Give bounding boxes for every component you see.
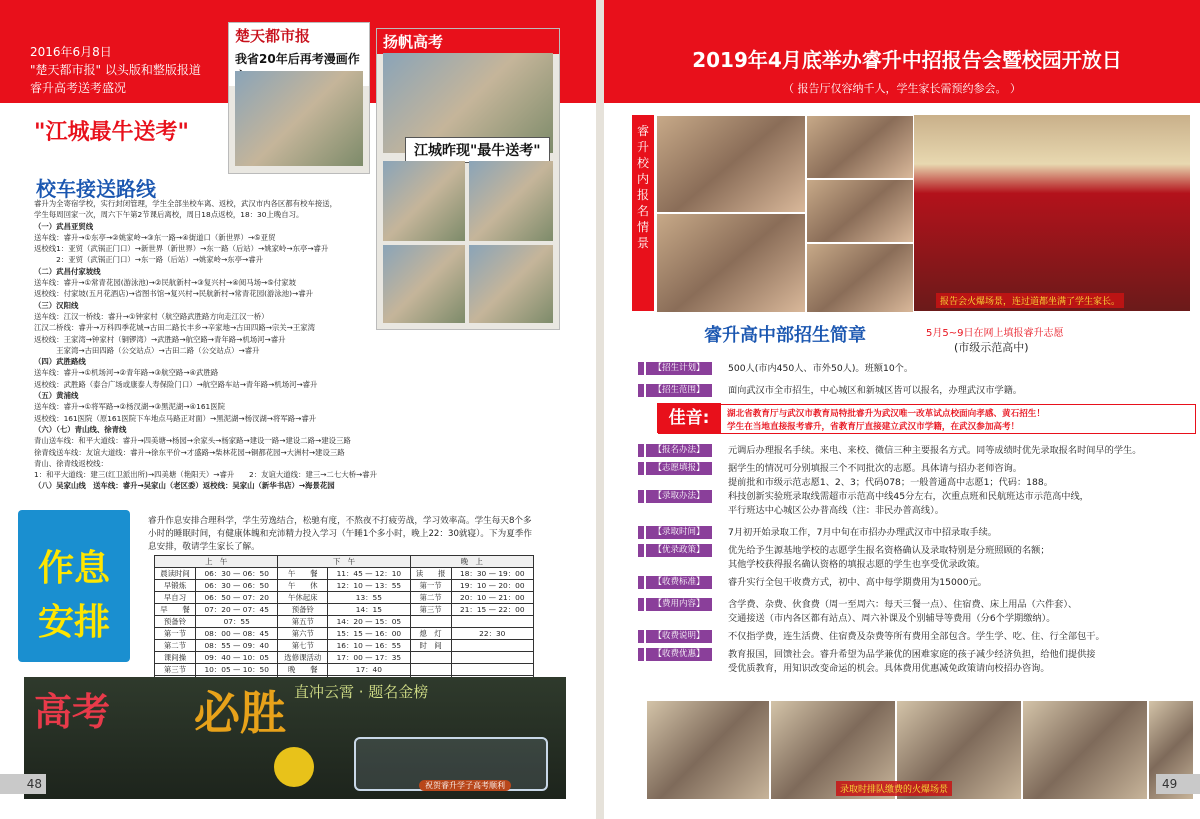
newspaper-masthead: 楚天都市报 bbox=[229, 23, 369, 48]
schedule-cell bbox=[451, 616, 533, 628]
route-line: 送车线：睿升→①将军路→②杨汊湖→③黑泥湖→④161医院 bbox=[34, 402, 226, 412]
schedule-cell: 16：10 — 16：55 bbox=[328, 640, 410, 652]
item-text bbox=[728, 544, 1188, 572]
schedule-cell bbox=[410, 652, 451, 664]
route-line: 学生每周回家一次，周六下午第2节课后离校，周日18点返校，18：30上晚自习。 bbox=[34, 210, 304, 220]
schedule-cell: 11：45 — 12：10 bbox=[328, 568, 410, 580]
schedule-badge-line2: 安排 bbox=[37, 602, 110, 643]
schedule-row bbox=[155, 568, 534, 580]
left-page bbox=[0, 0, 596, 819]
chalk-side-text: 直冲云霄 · 题名金榜 bbox=[294, 683, 429, 701]
side-label-text: 睿 升 校 内 报 名 情 景 bbox=[636, 124, 649, 250]
schedule-cell: 06：30 — 06：50 bbox=[196, 568, 278, 580]
schedule-cell: 预备铃 bbox=[155, 616, 196, 628]
route-line: 返校线：武胜路（泰合广场或康泰人寿保险门口）→航空路车站→青年路→机场河→睿升 bbox=[34, 379, 318, 389]
page-gutter bbox=[596, 0, 604, 819]
schedule-cell: 早锻炼 bbox=[155, 580, 196, 592]
route-line: 江汉二桥线：睿升→万科四季花城→古田二路长丰乡→辛家地→古田四路→宗关→王家湾 bbox=[34, 323, 316, 333]
schedule-badge bbox=[18, 510, 130, 662]
schedule-cell: 第二节 bbox=[410, 592, 451, 604]
item-text-line: 教育报国，回馈社会。睿升希望为品学兼优的困难家庭的孩子减少经济负担，给他们提供接 bbox=[728, 649, 1096, 660]
schedule-cell: 07：55 bbox=[196, 616, 278, 628]
item-text bbox=[728, 490, 1188, 518]
item-text: 500人(市内450人、市外50人)。班额10个。 bbox=[728, 363, 914, 374]
schedule-cell: 晚 餐 bbox=[278, 664, 328, 676]
payment-photo bbox=[646, 700, 770, 800]
side-label bbox=[632, 115, 654, 311]
schedule-cell: 17：40 bbox=[328, 664, 410, 676]
schedule-badge-line1: 作息 bbox=[37, 548, 110, 589]
route-line: 返校线1：亚贸（武锅正门口）→新世界（新世界）→东一路（后站）→姚家岭→东亭→睿升 bbox=[34, 244, 329, 254]
good-news-line1: 湖北省教育厅与武汉市教育局特批睿升为武汉唯一改革试点校面向孝感、黄石招生！ bbox=[727, 409, 1045, 419]
schedule-row bbox=[155, 628, 534, 640]
header-report: "楚天都市报" 以头版和整版报道 bbox=[30, 63, 201, 77]
schedule-cell: 晨读时间 bbox=[155, 568, 196, 580]
item-text-line: 交通接送（市内各区都有站点）、周六补课及个别辅导等费用（分6个学期缴纳）。 bbox=[728, 613, 1056, 624]
schedule-row bbox=[155, 592, 534, 604]
schedule-row bbox=[155, 616, 534, 628]
schedule-cell: 熄 灯 bbox=[410, 628, 451, 640]
schedule-cell: 06：30 — 06：50 bbox=[196, 580, 278, 592]
schedule-cell: 19：10 — 20：00 bbox=[451, 580, 533, 592]
schedule-cell: 21：15 — 22：00 bbox=[451, 604, 533, 616]
auditorium-caption: 报告会火爆场景，连过道都坐满了学生家长。 bbox=[936, 293, 1124, 308]
schedule-cell: 预备铃 bbox=[278, 604, 328, 616]
schedule-cell: 早自习 bbox=[155, 592, 196, 604]
item-text bbox=[728, 462, 1188, 490]
newspaper-headline: 我省20年后再考漫画作 bbox=[229, 48, 369, 86]
schedule-cell: 午休起床 bbox=[278, 592, 328, 604]
page-title: 2019年4月底举办睿升中招报告会暨校园开放日 bbox=[692, 48, 1122, 72]
item-label: 【录取时间】 bbox=[646, 526, 712, 539]
schedule-cell: 第一节 bbox=[155, 628, 196, 640]
schedule-cell: 15：15 — 16：00 bbox=[328, 628, 410, 640]
route-line: （二）武昌付家坡线 bbox=[34, 266, 101, 276]
route-line: （五）黄浦线 bbox=[34, 391, 79, 401]
chalk-text-bisheng: 必胜 bbox=[194, 686, 286, 740]
item-text-line: 元调后办理报名手续。来电、来校、微信三种主要报名方式。同等成绩时优先录取报名时间早的学生。 bbox=[728, 445, 1142, 456]
item-text-line: 不仅指学费，连生活费、住宿费及杂费等所有费用全部包含。学生学、吃、住、行全部包干。 bbox=[728, 631, 1105, 642]
registration-photo bbox=[806, 179, 914, 243]
registration-date-note: 5月5~9日在网上填报睿升志愿 bbox=[926, 328, 1064, 339]
schedule-cell: 午 餐 bbox=[278, 568, 328, 580]
page-number: 48 bbox=[0, 774, 46, 794]
schedule-cell bbox=[451, 640, 533, 652]
schedule-cell: 第五节 bbox=[278, 616, 328, 628]
newspaper-headline: 江城昨现"最牛送考" bbox=[405, 137, 550, 163]
item-text-line: 受优质教育，用知识改变命运的机会。具体费用优惠减免政策请向校招办咨询。 bbox=[728, 663, 1050, 674]
good-news-line2: 学生在当地直接报考睿升，省教育厅直接建立武汉市学籍，在武汉参加高考！ bbox=[727, 422, 1020, 432]
schedule-cell: 14：20 — 15：05 bbox=[328, 616, 410, 628]
page-number: 49 bbox=[1156, 774, 1200, 794]
auditorium-photo bbox=[914, 115, 1190, 311]
good-news-label: 佳音: bbox=[657, 403, 721, 433]
schedule-row bbox=[155, 652, 534, 664]
item-label: 【费用内容】 bbox=[646, 598, 712, 611]
route-line: 返校线：161医院（原161医院下车地点马路正对面）→黑泥湖→杨汊湖→将军路→睿升 bbox=[34, 413, 317, 423]
item-text-line: 优先给予生源基地学校的志愿学生报名资格确认及录取特别是分班照顾的名额； bbox=[728, 545, 1050, 556]
newspaper-masthead: 扬帆高考 bbox=[377, 29, 559, 54]
schedule-cell: 13：55 bbox=[328, 592, 410, 604]
item-label: 【收费优惠】 bbox=[646, 648, 712, 661]
schedule-cell: 第一节 bbox=[410, 580, 451, 592]
item-label: 【招生计划】 bbox=[646, 362, 712, 375]
schedule-cell: 06：50 — 07：20 bbox=[196, 592, 278, 604]
route-line: 1：和平大道线：建三(红卫派出所)→四美塘（艳阳天）→睿升 2：友谊大道线：建三→二七大桥→睿升 bbox=[34, 470, 377, 480]
schedule-row bbox=[155, 580, 534, 592]
route-title: 校车接送路线 bbox=[36, 177, 156, 201]
schedule-cell: 10：05 — 10：50 bbox=[196, 664, 278, 676]
route-line: 青山、徐青线返校线： bbox=[34, 458, 108, 468]
route-line: 徐青线送车线：友谊大道线：睿升→徐东平价→才盛路→柴林花园→铜都花园→大洲村→建设三路 bbox=[34, 447, 345, 457]
schedule-cell bbox=[410, 664, 451, 676]
schedule-cell: 09：40 — 10：05 bbox=[196, 652, 278, 664]
payment-photo bbox=[1022, 700, 1148, 800]
school-level-note: (市级示范高中) bbox=[954, 341, 1029, 354]
route-line: 送车线：睿升→①常青花园(游泳池)→②民航新村→③复兴村→④阅马场→⑤付家坡 bbox=[34, 278, 297, 288]
route-line: （一）武昌亚贸线 bbox=[34, 221, 94, 231]
header-subject: 睿升高考送考盛况 bbox=[30, 81, 127, 95]
newspaper-clipping-1 bbox=[228, 22, 370, 174]
schedule-cell bbox=[451, 652, 533, 664]
schedule-table bbox=[154, 555, 534, 688]
item-text: 面向武汉市全市招生，中心城区和新城区皆可以报名，办理武汉市学籍。 bbox=[728, 385, 1022, 396]
good-news-box bbox=[658, 404, 1196, 434]
schedule-cell: 08：00 — 08：45 bbox=[196, 628, 278, 640]
schedule-cell: 07：20 — 07：45 bbox=[196, 604, 278, 616]
schedule-cell: 12：10 — 13：55 bbox=[328, 580, 410, 592]
brochure-title: 睿升高中部招生简章 bbox=[704, 325, 866, 346]
schedule-cell: 第六节 bbox=[278, 628, 328, 640]
schedule-cell: 选修课活动 bbox=[278, 652, 328, 664]
item-text-line: 7月初开始录取工作，7月中旬在市招办办理武汉市中招录取手续。 bbox=[728, 527, 997, 538]
route-line: 送车线：睿升→①东亭→②姚家岭→③东一路→④街道口（新世界）→⑤亚贸 bbox=[34, 232, 276, 242]
item-text-line: 睿升实行全包干收费方式，初中、高中每学期费用为15000元。 bbox=[728, 577, 987, 588]
item-label: 【收费说明】 bbox=[646, 630, 712, 643]
schedule-cell: 午 休 bbox=[278, 580, 328, 592]
schedule-row bbox=[155, 604, 534, 616]
schedule-cell bbox=[451, 664, 533, 676]
route-line: 2：亚贸（武锅正门口）→东一路（后站）→姚家岭→东亭→睿升 bbox=[34, 255, 264, 265]
schedule-cell: 早 餐 bbox=[155, 604, 196, 616]
header-date: 2016年6月8日 bbox=[30, 45, 112, 59]
schedule-row bbox=[155, 640, 534, 652]
route-line: 送车线：江汉一桥线：睿升→①钟家村（航空路武胜路方向走江汉一桥） bbox=[34, 311, 269, 321]
chalk-text-gaokao: 高考 bbox=[34, 690, 111, 734]
schedule-cell: 读 报 bbox=[410, 568, 451, 580]
payment-caption: 录取时排队缴费的火爆场景 bbox=[836, 781, 952, 796]
right-header-band bbox=[604, 0, 1200, 103]
route-line: （三）汉阳线 bbox=[34, 300, 79, 310]
item-text bbox=[728, 526, 1188, 540]
schedule-cell: 17：00 — 17：35 bbox=[328, 652, 410, 664]
schedule-cell: 18：30 — 19：00 bbox=[451, 568, 533, 580]
schedule-cell: 第二节 bbox=[155, 640, 196, 652]
item-label: 【优录政策】 bbox=[646, 544, 712, 557]
schedule-cell: 课间操 bbox=[155, 652, 196, 664]
item-text bbox=[728, 576, 1188, 590]
schedule-header: 晚 上 bbox=[410, 556, 533, 568]
item-label: 【志愿填报】 bbox=[646, 462, 712, 475]
item-text-line: 其他学校获得报名确认资格的填报志愿的学生也享受优录政策。 bbox=[728, 559, 986, 570]
right-page bbox=[604, 0, 1200, 819]
schedule-cell: 22：30 bbox=[451, 628, 533, 640]
item-text-line: 提前批和市级示范志愿1、2、3；代码078；一般普通高中志愿1；代码：188。 bbox=[728, 477, 1053, 488]
sun-drawing bbox=[274, 747, 314, 787]
schedule-cell: 20：10 — 21：00 bbox=[451, 592, 533, 604]
item-label: 【报名办法】 bbox=[646, 444, 712, 457]
route-line: 返校线：付家坡(五月花酒店)→省图书馆→复兴村→民航新村→常青花园(游泳池)→睿升 bbox=[34, 289, 313, 299]
route-line: （六）（七）青山线、徐青线 bbox=[34, 424, 127, 434]
schedule-intro: 睿升作息安排合理科学，学生劳逸结合，松驰有度，不熬夜不打疲劳战，学习效率高。学生每天8个多小时的睡眠时间，有健康体魄和充沛精力投入学习（午睡1个多小时，晚上22：30就寝）。下为夏季作息安排，敬请学生家长了解。 bbox=[148, 516, 532, 552]
registration-photo bbox=[656, 115, 806, 213]
schedule-header: 上 午 bbox=[155, 556, 278, 568]
route-line: 睿升为全寄宿学校，实行封闭管理，学生全部坐校车离、返校，武汉市内各区都有校车接送， bbox=[34, 199, 338, 208]
route-line: 青山送车线：和平大道线：睿升→四美塘→杨园→余家头→杨家路→建设一路→建设二路→建设三路 bbox=[34, 436, 351, 446]
route-line: （四）武胜路线 bbox=[34, 357, 86, 367]
route-list bbox=[34, 198, 474, 492]
item-label: 【录取办法】 bbox=[646, 490, 712, 503]
schedule-row bbox=[155, 664, 534, 676]
item-text bbox=[728, 444, 1188, 458]
chalkboard-image bbox=[24, 677, 566, 799]
schedule-cell: 时 间 bbox=[410, 640, 451, 652]
slogan: "江城最牛送考" bbox=[34, 119, 189, 145]
registration-photo bbox=[656, 213, 806, 313]
newspaper-photo bbox=[235, 71, 363, 166]
route-line: 送车线：睿升→①机场河→②青年路→③航空路→④武胜路 bbox=[34, 368, 219, 378]
registration-photo bbox=[806, 115, 914, 179]
item-text bbox=[728, 630, 1188, 644]
schedule-cell: 第七节 bbox=[278, 640, 328, 652]
route-line: 返校线：王家湾→钟家村（铜锣湾）→武胜路→航空路→青年路→机场河→睿升 bbox=[34, 334, 286, 344]
item-text-line: 据学生的情况可分别填报三个不同批次的志愿。具体请与招办老师咨询。 bbox=[728, 463, 1022, 474]
page-subtitle: （ 报告厅仅容纳千人，学生家长需预约参会。 ） bbox=[783, 82, 1021, 95]
item-label: 【收费标准】 bbox=[646, 576, 712, 589]
schedule-cell: 08：55 — 09：40 bbox=[196, 640, 278, 652]
schedule-cell bbox=[410, 616, 451, 628]
schedule-cell: 第三节 bbox=[155, 664, 196, 676]
item-text-line: 平行班达中心城区公办普高线（注：非民办普高线）。 bbox=[728, 505, 944, 516]
newspaper-photo bbox=[469, 161, 553, 241]
schedule-cell: 第三节 bbox=[410, 604, 451, 616]
schedule-cell: 14：15 bbox=[328, 604, 410, 616]
item-text bbox=[728, 648, 1188, 676]
route-line: 王家湾→古田四路（公交站点）→古田二路（公交站点）→睿升 bbox=[34, 345, 260, 355]
item-text-line: 含学费、杂费、伙食费（周一至周六：每天三餐一点）、住宿费、床上用品（六件套）、 bbox=[728, 599, 1078, 610]
item-text-line: 科技创新实验班录取线需超市示范高中线45分左右，次重点班和民航班达市示范高中线， bbox=[728, 491, 1089, 502]
chalk-tag: 祝贺睿升学子高考顺利 bbox=[419, 780, 511, 791]
route-line: （八）吴家山线 送车线：睿升→吴家山（老区委）返校线：吴家山（新华书店）→海景花园 bbox=[34, 481, 335, 491]
item-text bbox=[728, 598, 1188, 626]
registration-photo bbox=[806, 243, 914, 313]
schedule-header: 下 午 bbox=[278, 556, 410, 568]
newspaper-photo bbox=[469, 245, 553, 323]
item-label: 【招生范围】 bbox=[646, 384, 712, 397]
